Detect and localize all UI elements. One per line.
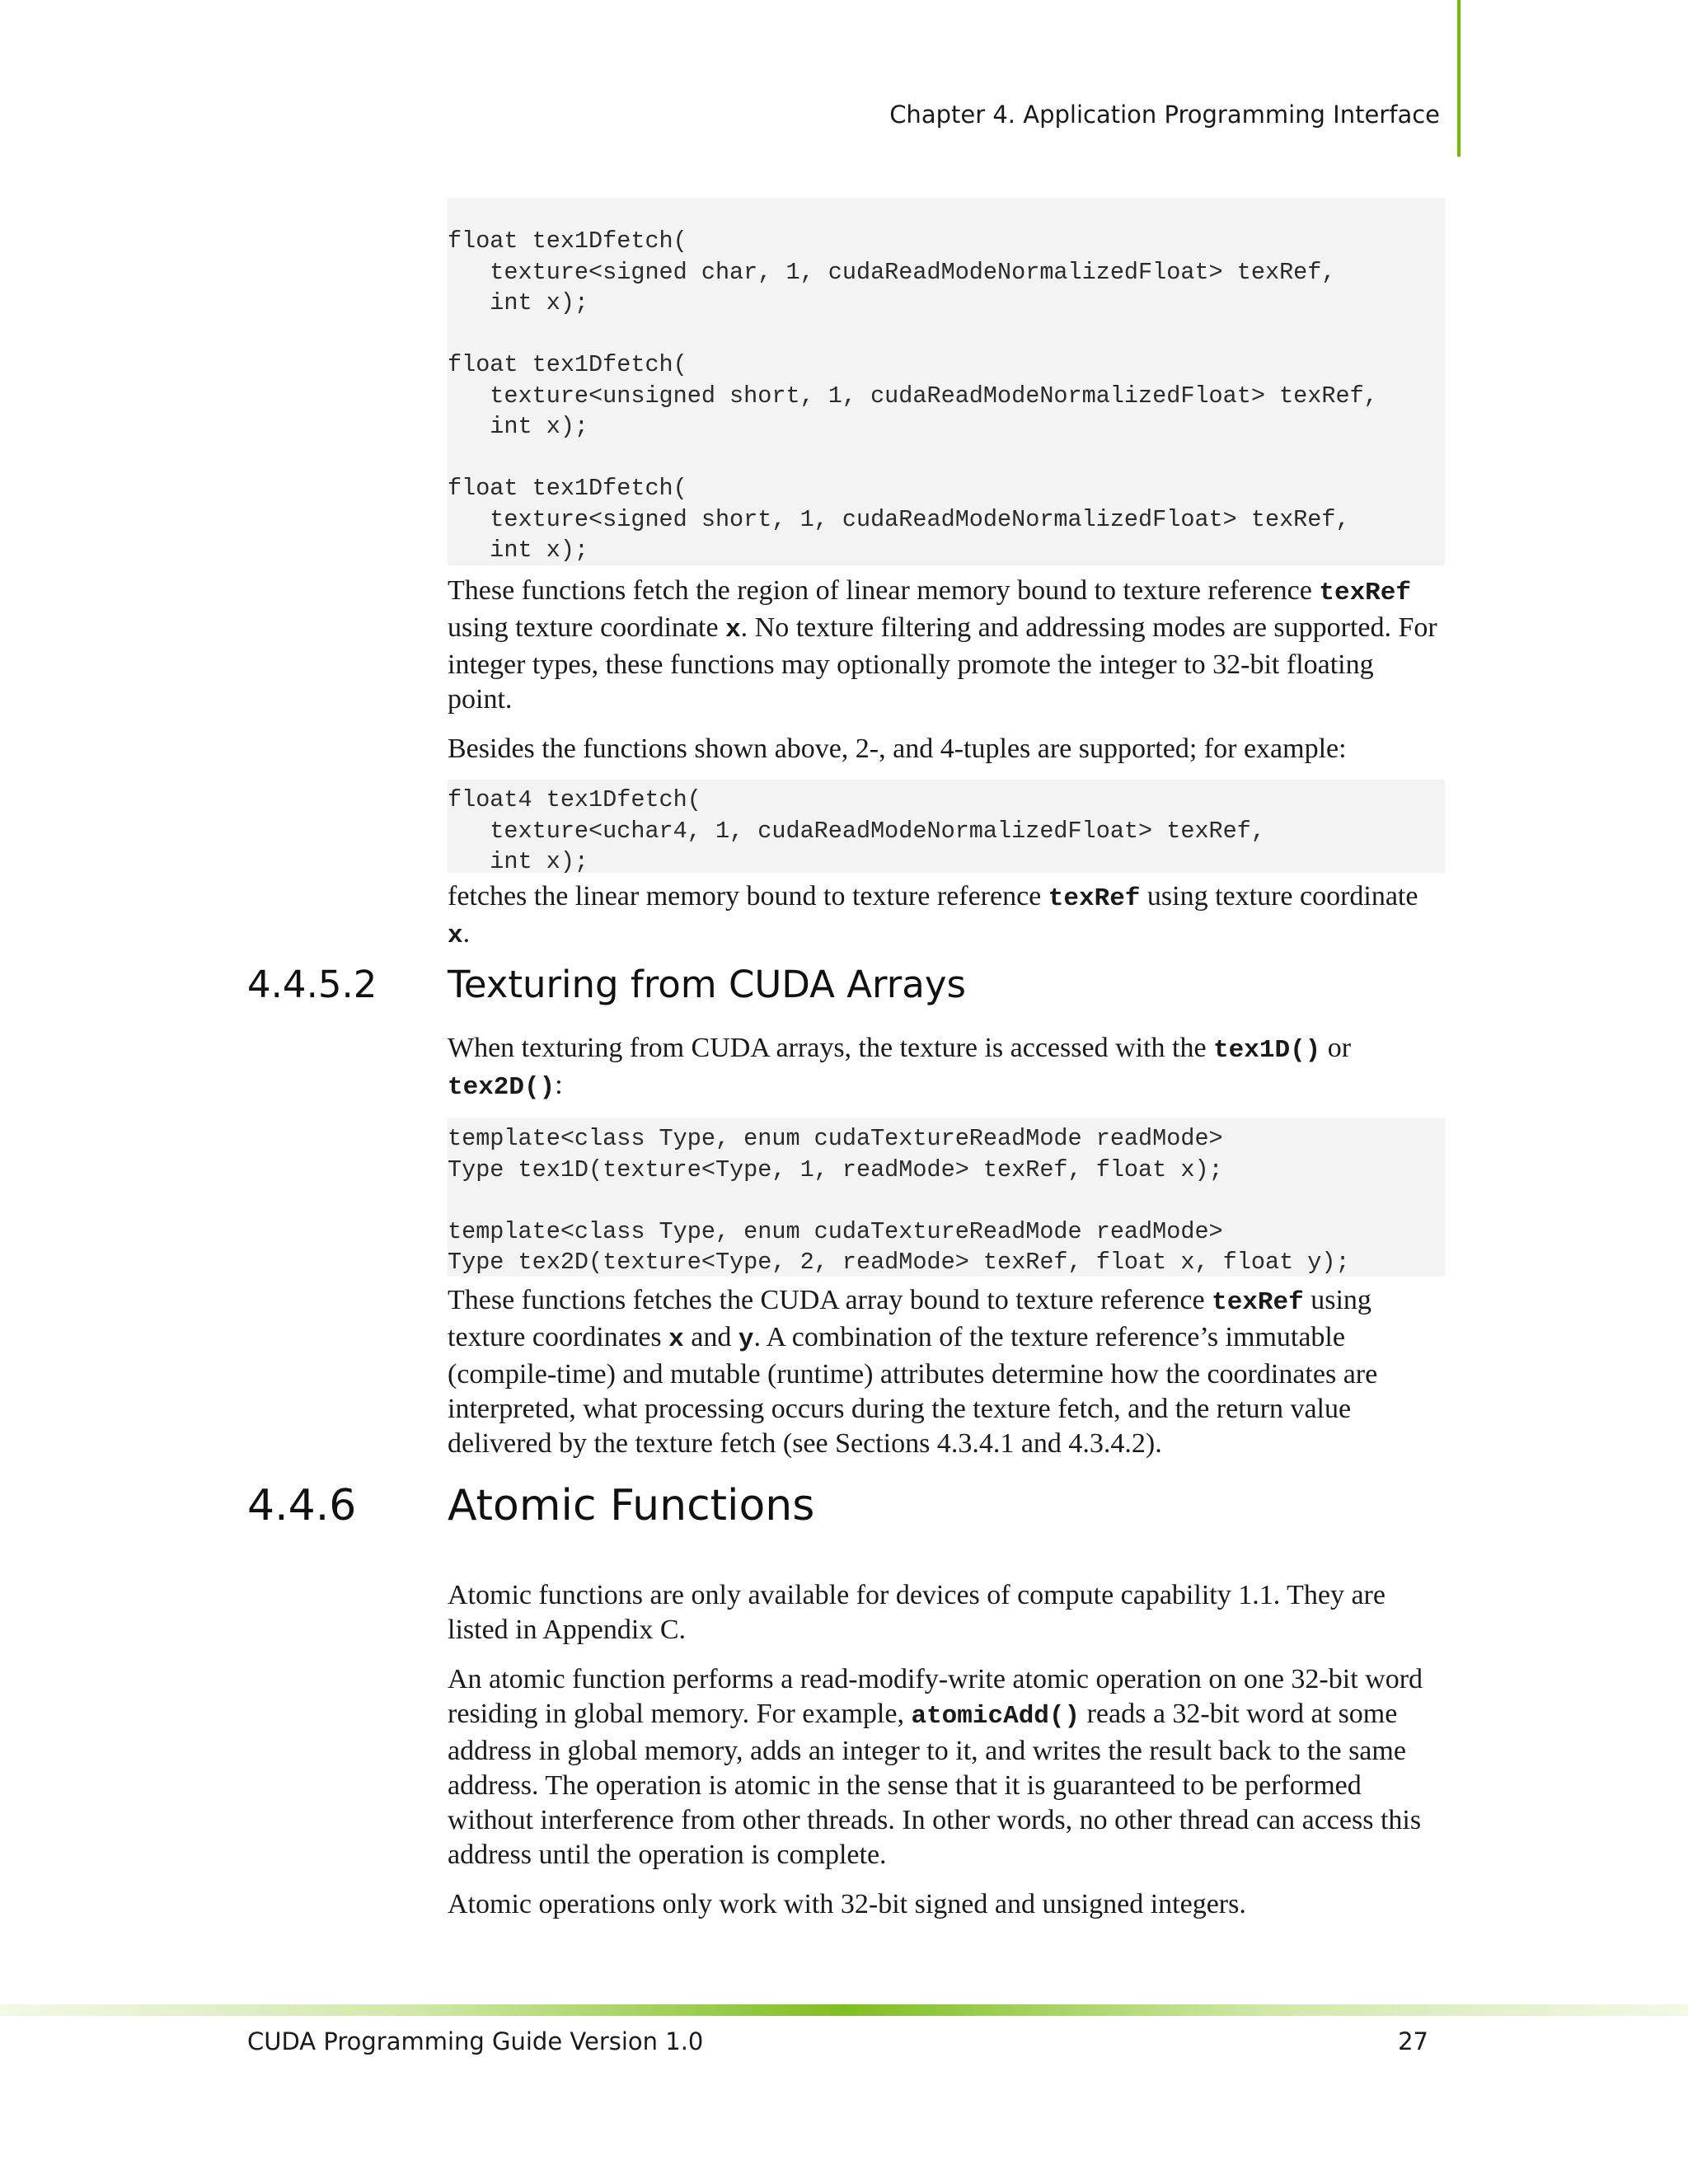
footer-page-number: 27: [1398, 2027, 1428, 2055]
running-header: Chapter 4. Application Programming Interface: [889, 101, 1440, 129]
inline-code-tex1d: tex1D(): [1213, 1036, 1321, 1065]
inline-code-texref: texRef: [1048, 884, 1141, 913]
paragraph-atomic-types: Atomic operations only work with 32-bit signed and unsigned integers.: [448, 1889, 1246, 1919]
paragraph-fetch-description: These functions fetch the region of linear memory bound to texture reference texRef using texture coordinate x. No texture filtering and addressing modes are supported. For integer types, these functions may optionally promote the integer to 32-bit floating point.: [448, 575, 1437, 715]
paragraph-texturing-arrays: When texturing from CUDA arrays, the texture is accessed with the tex1D() or tex2D():: [448, 1033, 1352, 1102]
paragraph-atomic-operation: An atomic function performs a read-modify-write atomic operation on one 32-bit word residing in global memory. For example, atomicAdd() reads a 32-bit word at some address in global memory, adds an integer to it, and writes the result back to the same address. The operation is atomic in the sense that it is guaranteed to be performed without interference from other threads. In other words, no other thread can access this address until the operation is complete.: [448, 1664, 1423, 1870]
inline-code-texref: texRef: [1319, 579, 1411, 607]
paragraph-atomic-availability: Atomic functions are only available for devices of compute capability 1.1. They are listed in Appendix C.: [448, 1580, 1386, 1645]
paragraph-cuda-array-fetch: These functions fetches the CUDA array bound to texture reference texRef using texture coordinates x and y. A combination of the texture reference’s immutable (compile-time) and mutable (runtime) attributes determine how the coordinates are interpreted, what processing occurs during the texture fetch, and the return value delivered by the texture fetch (see Sections 4.3.4.1 and 4.3.4.2).: [448, 1285, 1378, 1459]
inline-code-x: x: [668, 1325, 684, 1354]
header-accent-rule: [1457, 0, 1461, 157]
code-block-tex1d-tex2d: template<class Type, enum cudaTextureReadMode readMode> Type tex1D(texture<Type, 1, readMode> texRef, float x); template<class Type, enum cudaTextureReadMode readMode> Type tex2D(texture<Type, 2, readMode> texRef, float x, float y);: [448, 1118, 1445, 1277]
section-title: Texturing from CUDA Arrays: [448, 963, 966, 1006]
inline-code-y: y: [738, 1325, 754, 1354]
section-number: 4.4.6: [247, 1481, 357, 1530]
paragraph-besides: Besides the functions shown above, 2-, and 4-tuples are supported; for example:: [448, 733, 1347, 764]
section-number: 4.4.5.2: [247, 963, 377, 1006]
inline-code-atomicadd: atomicAdd(): [911, 1702, 1081, 1731]
section-title: Atomic Functions: [448, 1481, 815, 1530]
page-content: [448, 198, 1445, 1922]
code-block-tex1dfetch: float tex1Dfetch( texture<signed char, 1, cudaReadModeNormalizedFloat> texRef, int x); float tex1Dfetch( texture<unsigned short, 1, cudaReadModeNormalizedFloat> texRef, int x); float tex1Dfetch( texture<signed short, 1, cudaReadModeNormalizedFloat> texRef, int x);: [448, 198, 1445, 565]
inline-code-x: x: [448, 921, 463, 950]
inline-code-tex2d: tex2D(): [448, 1073, 556, 1102]
footer-document-title: CUDA Programming Guide Version 1.0: [247, 2027, 704, 2055]
footer-gradient-band: [0, 2004, 1688, 2016]
code-block-float4: float4 tex1Dfetch( texture<uchar4, 1, cudaReadModeNormalizedFloat> texRef, int x);: [448, 780, 1445, 873]
inline-code-x: x: [725, 616, 741, 644]
paragraph-fetches-linear: fetches the linear memory bound to texture reference texRef using texture coordinate x.: [448, 881, 1418, 950]
inline-code-texref: texRef: [1212, 1288, 1304, 1317]
